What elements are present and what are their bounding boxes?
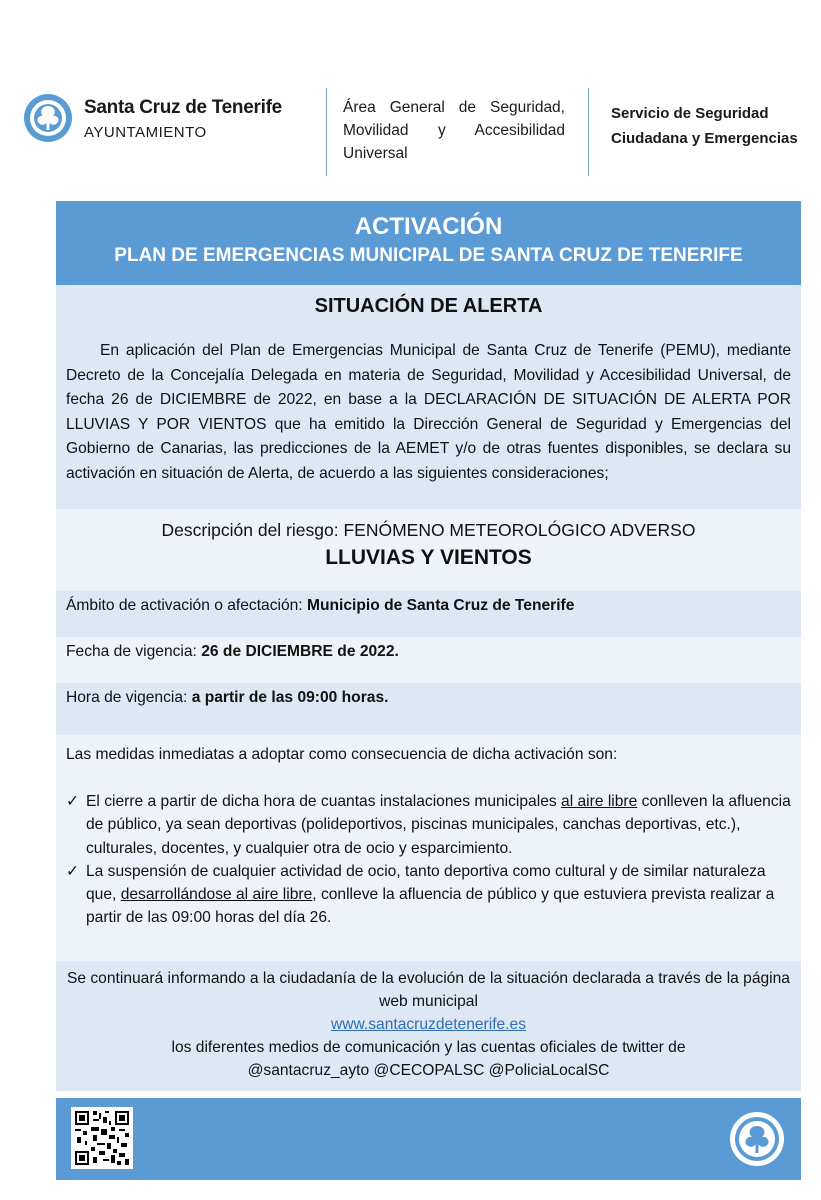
measures-section <box>56 735 801 961</box>
header-divider <box>326 88 327 176</box>
measures-intro: Las medidas inmediatas a adoptar como consecuencia de dicha activación son: <box>66 746 618 763</box>
city-name: Santa Cruz de Tenerife <box>84 97 282 118</box>
website-link[interactable]: www.santacruzdetenerife.es <box>330 1016 527 1033</box>
footer-line: Se continuará informando a la ciudadanía de la evolución de la situación declarada a través de la página web municipal <box>66 970 790 1010</box>
date-value: 26 de DICIEMBRE de 2022. <box>201 643 399 660</box>
risk-type: LLUVIAS Y VIENTOS <box>325 546 532 569</box>
area-name: Área General de Seguridad, Movilidad y Accesibilidad Universal <box>343 99 565 162</box>
list-item <box>66 860 791 930</box>
scope-row <box>56 591 801 637</box>
scope-label: Ámbito de activación o afectación: <box>66 597 303 614</box>
date-row <box>56 637 801 683</box>
intro-paragraph: En aplicación del Plan de Emergencias Municipal de Santa Cruz de Tenerife (PEMU), mediante Decreto de la Concejalía Delegada en materia de Seguridad, Movilidad y Accesibilidad Universal, de fecha 26 de DICIEMBRE de 2022, en base a la DECLARACIÓN DE SITUACIÓN DE ALERTA POR LLUVIAS Y POR VIENTOS que ha emitido la Dirección General de Seguridad y Emergencias del Gobierno de Canarias, las predicciones de la AEMET y/o de otras fuentes disponibles, se declara su activación en situación de Alerta, de acuerdo a las siguientes consideraciones; <box>56 329 801 509</box>
footer-info <box>56 961 801 1091</box>
letterhead <box>0 0 821 200</box>
time-value: a partir de las 09:00 horas. <box>191 689 389 706</box>
page-subtitle: PLAN DE EMERGENCIAS MUNICIPAL DE SANTA CRUZ DE TENERIFE <box>114 245 743 266</box>
city-subtitle: AYUNTAMIENTO <box>84 124 207 141</box>
service-line: Ciudadana y Emergencias <box>611 130 798 147</box>
service-line: Servicio de Seguridad <box>611 105 769 122</box>
risk-description <box>56 509 801 591</box>
page-title: ACTIVACIÓN <box>354 213 503 240</box>
twitter-handles: @santacruz_ayto @CECOPALSC @PoliciaLocalSC <box>247 1062 610 1079</box>
risk-value: FENÓMENO METEOROLÓGICO ADVERSO <box>343 520 696 540</box>
measure-text: conlleven la afluencia de público, ya sean deportivas (polideportivos, piscinas municipales, canchas deportivas, etc.), culturales, docentes, y cualquier otra de ocio y esparcimiento. <box>86 793 791 857</box>
alert-heading: SITUACIÓN DE ALERTA <box>314 295 543 317</box>
scope-value: Municipio de Santa Cruz de Tenerife <box>306 597 575 614</box>
measure-emphasis: al aire libre <box>561 793 638 811</box>
list-item <box>66 790 791 860</box>
service-name <box>611 101 821 151</box>
time-row <box>56 683 801 735</box>
date-label: Fecha de vigencia: <box>66 643 197 660</box>
title-band <box>56 201 801 285</box>
city-shield-icon <box>22 92 74 144</box>
activation-notice <box>56 201 801 1091</box>
time-label: Hora de vigencia: <box>66 689 188 706</box>
footer-line: los diferentes medios de comunicación y las cuentas oficiales de twitter de <box>171 1039 686 1056</box>
measure-text: , conlleve la afluencia de público y que estuviera prevista realizar a partir de las 09:00 horas del día 26. <box>86 886 775 927</box>
measure-text: La suspensión de cualquier actividad de ocio, tanto deportiva como cultural y de similar naturaleza que, <box>86 862 766 904</box>
header-divider <box>588 88 589 176</box>
measure-text: El cierre a partir de dicha hora de cuantas instalaciones municipales <box>86 793 557 811</box>
measure-emphasis: desarrollándose al aire libre <box>120 886 313 904</box>
checkmark-icon: ✓ <box>66 862 80 880</box>
bottom-band <box>56 1098 801 1180</box>
risk-label: Descripción del riesgo: <box>161 520 339 540</box>
checkmark-icon: ✓ <box>66 793 80 811</box>
city-shield-icon <box>728 1110 786 1168</box>
qr-code-icon[interactable] <box>71 1107 133 1169</box>
